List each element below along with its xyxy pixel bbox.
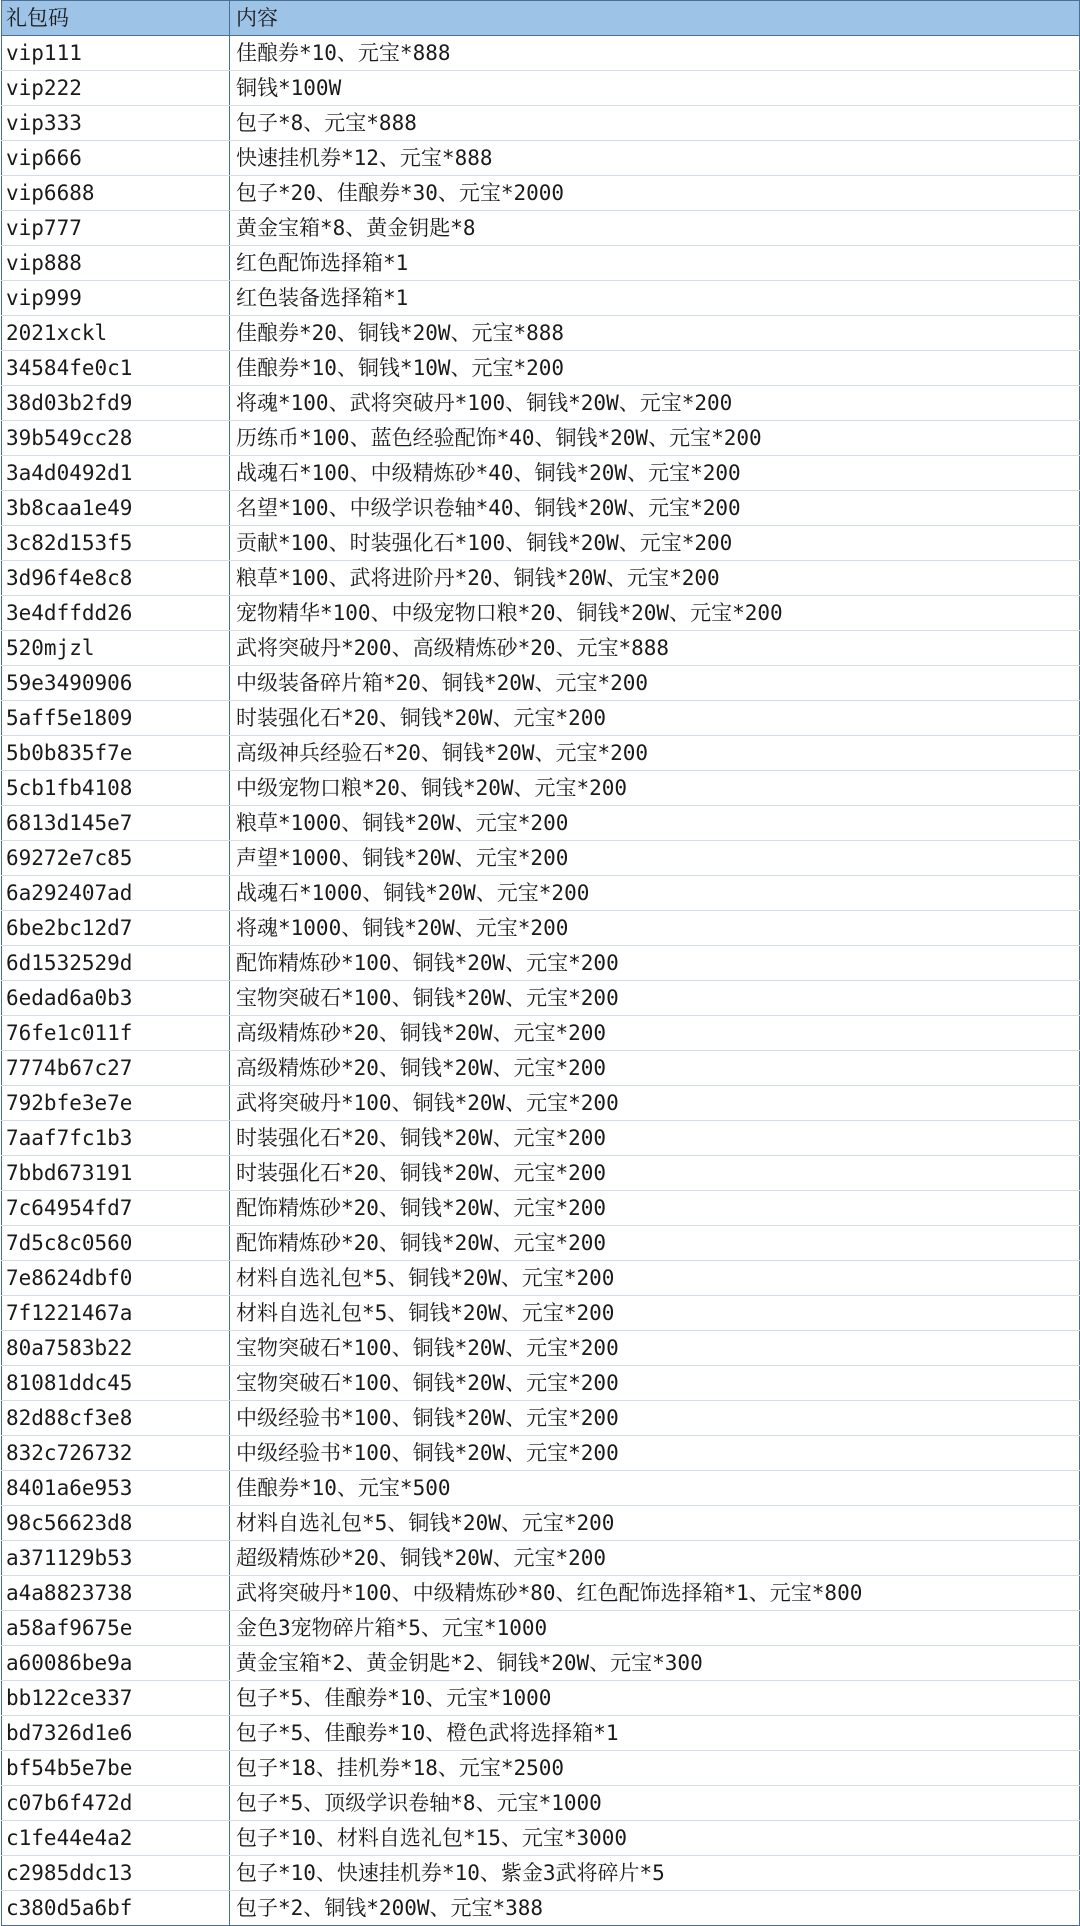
gift-code-cell[interactable]: 2021xckl [2,316,230,351]
gift-code-cell[interactable]: 3c82d153f5 [2,526,230,561]
content-cell[interactable]: 中级装备碎片箱*20、铜钱*20W、元宝*200 [230,666,1080,701]
gift-code-cell[interactable]: a58af9675e [2,1611,230,1646]
table-row [2,176,1080,211]
content-cell[interactable]: 中级经验书*100、铜钱*20W、元宝*200 [230,1436,1080,1471]
content-cell[interactable]: 时装强化石*20、铜钱*20W、元宝*200 [230,701,1080,736]
content-cell[interactable]: 配饰精炼砂*20、铜钱*20W、元宝*200 [230,1226,1080,1261]
table-row [2,771,1080,806]
table-row [2,246,1080,281]
gift-code-cell[interactable]: 7bbd673191 [2,1156,230,1191]
gift-code-cell[interactable]: a371129b53 [2,1541,230,1576]
table-row [2,526,1080,561]
content-cell[interactable]: 包子*20、佳酿券*30、元宝*2000 [230,176,1080,211]
content-cell[interactable]: 包子*2、铜钱*200W、元宝*388 [230,1891,1080,1926]
gift-code-cell[interactable]: 7aaf7fc1b3 [2,1121,230,1156]
table-row [2,1261,1080,1296]
gift-code-cell[interactable]: vip666 [2,141,230,176]
table-row [2,1436,1080,1471]
table-row [2,1156,1080,1191]
content-cell[interactable]: 红色装备选择箱*1 [230,281,1080,316]
gift-code-cell[interactable]: 6edad6a0b3 [2,981,230,1016]
gift-code-cell[interactable]: bd7326d1e6 [2,1716,230,1751]
gift-code-cell[interactable]: 98c56623d8 [2,1506,230,1541]
content-cell[interactable]: 佳酿券*10、铜钱*10W、元宝*200 [230,351,1080,386]
table-row [2,141,1080,176]
table-row [2,316,1080,351]
header-gift-code[interactable]: 礼包码 [2,1,230,36]
content-cell[interactable]: 贡献*100、时装强化石*100、铜钱*20W、元宝*200 [230,526,1080,561]
table-row [2,351,1080,386]
gift-code-cell[interactable]: 69272e7c85 [2,841,230,876]
content-cell[interactable]: 快速挂机券*12、元宝*888 [230,141,1080,176]
table-row [2,1331,1080,1366]
content-cell[interactable]: 铜钱*100W [230,71,1080,106]
table-row [2,421,1080,456]
gift-code-cell[interactable]: 38d03b2fd9 [2,386,230,421]
table-row [2,1226,1080,1261]
gift-code-cell[interactable]: c1fe44e4a2 [2,1821,230,1856]
gift-code-cell[interactable]: 3e4dffdd26 [2,596,230,631]
content-cell[interactable]: 宝物突破石*100、铜钱*20W、元宝*200 [230,1331,1080,1366]
gift-code-cell[interactable]: a4a8823738 [2,1576,230,1611]
table-row [2,36,1080,71]
content-cell[interactable]: 超级精炼砂*20、铜钱*20W、元宝*200 [230,1541,1080,1576]
content-cell[interactable]: 高级精炼砂*20、铜钱*20W、元宝*200 [230,1016,1080,1051]
gift-code-cell[interactable]: 81081ddc45 [2,1366,230,1401]
content-cell[interactable]: 包子*10、快速挂机券*10、紫金3武将碎片*5 [230,1856,1080,1891]
table-row [2,71,1080,106]
gift-code-cell[interactable]: bb122ce337 [2,1681,230,1716]
header-row [2,1,1080,36]
content-cell[interactable]: 红色配饰选择箱*1 [230,246,1080,281]
gift-code-cell[interactable]: a60086be9a [2,1646,230,1681]
gift-code-cell[interactable]: 82d88cf3e8 [2,1401,230,1436]
gift-code-cell[interactable]: 7f1221467a [2,1296,230,1331]
content-cell[interactable]: 宝物突破石*100、铜钱*20W、元宝*200 [230,1366,1080,1401]
gift-code-cell[interactable]: c2985ddc13 [2,1856,230,1891]
table-row [2,1716,1080,1751]
table-row [2,456,1080,491]
table-body [2,36,1080,1926]
gift-code-cell[interactable]: 792bfe3e7e [2,1086,230,1121]
content-cell[interactable]: 宠物精华*100、中级宠物口粮*20、铜钱*20W、元宝*200 [230,596,1080,631]
content-cell[interactable]: 材料自选礼包*5、铜钱*20W、元宝*200 [230,1261,1080,1296]
content-cell[interactable]: 佳酿券*10、元宝*500 [230,1471,1080,1506]
content-cell[interactable]: 粮草*1000、铜钱*20W、元宝*200 [230,806,1080,841]
table-row [2,1086,1080,1121]
content-cell[interactable]: 包子*10、材料自选礼包*15、元宝*3000 [230,1821,1080,1856]
gift-code-cell[interactable]: 3d96f4e8c8 [2,561,230,596]
gift-code-cell[interactable]: 7774b67c27 [2,1051,230,1086]
content-cell[interactable]: 武将突破丹*200、高级精炼砂*20、元宝*888 [230,631,1080,666]
table-row [2,211,1080,246]
gift-code-cell[interactable]: bf54b5e7be [2,1751,230,1786]
content-cell[interactable]: 时装强化石*20、铜钱*20W、元宝*200 [230,1156,1080,1191]
content-cell[interactable]: 将魂*1000、铜钱*20W、元宝*200 [230,911,1080,946]
gift-code-cell[interactable]: vip111 [2,36,230,71]
gift-code-cell[interactable]: 6be2bc12d7 [2,911,230,946]
content-cell[interactable]: 包子*5、顶级学识卷轴*8、元宝*1000 [230,1786,1080,1821]
content-cell[interactable]: 包子*18、挂机券*18、元宝*2500 [230,1751,1080,1786]
table-row [2,631,1080,666]
table-row [2,281,1080,316]
gift-code-cell[interactable]: 6813d145e7 [2,806,230,841]
table-row [2,1191,1080,1226]
content-cell[interactable]: 包子*8、元宝*888 [230,106,1080,141]
table-row [2,1786,1080,1821]
table-row [2,1506,1080,1541]
content-cell[interactable]: 配饰精炼砂*20、铜钱*20W、元宝*200 [230,1191,1080,1226]
table-row [2,876,1080,911]
gift-code-cell[interactable]: vip222 [2,71,230,106]
table-row [2,666,1080,701]
table-row [2,596,1080,631]
table-row [2,1576,1080,1611]
gift-code-cell[interactable]: vip6688 [2,176,230,211]
content-cell[interactable]: 粮草*100、武将进阶丹*20、铜钱*20W、元宝*200 [230,561,1080,596]
gift-code-cell[interactable]: vip333 [2,106,230,141]
content-cell[interactable]: 武将突破丹*100、铜钱*20W、元宝*200 [230,1086,1080,1121]
gift-code-cell[interactable]: 80a7583b22 [2,1331,230,1366]
gift-code-cell[interactable]: 39b549cc28 [2,421,230,456]
gift-code-cell[interactable]: 7d5c8c0560 [2,1226,230,1261]
gift-code-cell[interactable]: 5aff5e1809 [2,701,230,736]
gift-code-cell[interactable]: 6d1532529d [2,946,230,981]
gift-code-cell[interactable]: 8401a6e953 [2,1471,230,1506]
gift-code-cell[interactable]: c380d5a6bf [2,1891,230,1926]
table-row [2,386,1080,421]
gift-code-cell[interactable]: 832c726732 [2,1436,230,1471]
table-row [2,1891,1080,1926]
gift-code-cell[interactable]: vip777 [2,211,230,246]
gift-code-cell[interactable]: vip999 [2,281,230,316]
table-row [2,1541,1080,1576]
gift-code-cell[interactable]: 7c64954fd7 [2,1191,230,1226]
table-row [2,1366,1080,1401]
content-cell[interactable]: 时装强化石*20、铜钱*20W、元宝*200 [230,1121,1080,1156]
table-row [2,1611,1080,1646]
table-row [2,1856,1080,1891]
content-cell[interactable]: 金色3宠物碎片箱*5、元宝*1000 [230,1611,1080,1646]
gift-code-cell[interactable]: 5b0b835f7e [2,736,230,771]
gift-code-cell[interactable]: 3b8caa1e49 [2,491,230,526]
table-row [2,841,1080,876]
table-row [2,981,1080,1016]
table-row [2,946,1080,981]
table-row [2,1646,1080,1681]
table-row [2,701,1080,736]
content-cell[interactable]: 黄金宝箱*2、黄金钥匙*2、铜钱*20W、元宝*300 [230,1646,1080,1681]
gift-code-cell[interactable]: 59e3490906 [2,666,230,701]
table-row [2,736,1080,771]
content-cell[interactable]: 材料自选礼包*5、铜钱*20W、元宝*200 [230,1506,1080,1541]
header-content[interactable]: 内容 [230,1,1080,36]
table-row [2,1121,1080,1156]
content-cell[interactable]: 包子*5、佳酿券*10、橙色武将选择箱*1 [230,1716,1080,1751]
gift-code-cell[interactable]: vip888 [2,246,230,281]
gift-code-table [1,0,1080,1926]
table-row [2,561,1080,596]
content-cell[interactable]: 配饰精炼砂*100、铜钱*20W、元宝*200 [230,946,1080,981]
content-cell[interactable]: 佳酿券*20、铜钱*20W、元宝*888 [230,316,1080,351]
table-row [2,806,1080,841]
gift-code-cell[interactable]: 520mjzl [2,631,230,666]
content-cell[interactable]: 历练币*100、蓝色经验配饰*40、铜钱*20W、元宝*200 [230,421,1080,456]
gift-code-cell[interactable]: 5cb1fb4108 [2,771,230,806]
gift-code-cell[interactable]: 6a292407ad [2,876,230,911]
content-cell[interactable]: 战魂石*100、中级精炼砂*40、铜钱*20W、元宝*200 [230,456,1080,491]
content-cell[interactable]: 中级经验书*100、铜钱*20W、元宝*200 [230,1401,1080,1436]
content-cell[interactable]: 声望*1000、铜钱*20W、元宝*200 [230,841,1080,876]
content-cell[interactable]: 材料自选礼包*5、铜钱*20W、元宝*200 [230,1296,1080,1331]
content-cell[interactable]: 中级宠物口粮*20、铜钱*20W、元宝*200 [230,771,1080,806]
gift-code-cell[interactable]: 76fe1c011f [2,1016,230,1051]
content-cell[interactable]: 武将突破丹*100、中级精炼砂*80、红色配饰选择箱*1、元宝*800 [230,1576,1080,1611]
content-cell[interactable]: 佳酿券*10、元宝*888 [230,36,1080,71]
content-cell[interactable]: 战魂石*1000、铜钱*20W、元宝*200 [230,876,1080,911]
content-cell[interactable]: 将魂*100、武将突破丹*100、铜钱*20W、元宝*200 [230,386,1080,421]
table-row [2,1751,1080,1786]
table-row [2,1016,1080,1051]
gift-code-cell[interactable]: 34584fe0c1 [2,351,230,386]
gift-code-cell[interactable]: c07b6f472d [2,1786,230,1821]
table-row [2,1051,1080,1086]
content-cell[interactable]: 宝物突破石*100、铜钱*20W、元宝*200 [230,981,1080,1016]
content-cell[interactable]: 黄金宝箱*8、黄金钥匙*8 [230,211,1080,246]
table-row [2,1681,1080,1716]
table-row [2,1821,1080,1856]
table-row [2,1471,1080,1506]
content-cell[interactable]: 包子*5、佳酿券*10、元宝*1000 [230,1681,1080,1716]
gift-code-cell[interactable]: 7e8624dbf0 [2,1261,230,1296]
content-cell[interactable]: 名望*100、中级学识卷轴*40、铜钱*20W、元宝*200 [230,491,1080,526]
table-row [2,1401,1080,1436]
table-row [2,911,1080,946]
content-cell[interactable]: 高级神兵经验石*20、铜钱*20W、元宝*200 [230,736,1080,771]
table-row [2,1296,1080,1331]
content-cell[interactable]: 高级精炼砂*20、铜钱*20W、元宝*200 [230,1051,1080,1086]
table-row [2,106,1080,141]
gift-code-cell[interactable]: 3a4d0492d1 [2,456,230,491]
table-row [2,491,1080,526]
